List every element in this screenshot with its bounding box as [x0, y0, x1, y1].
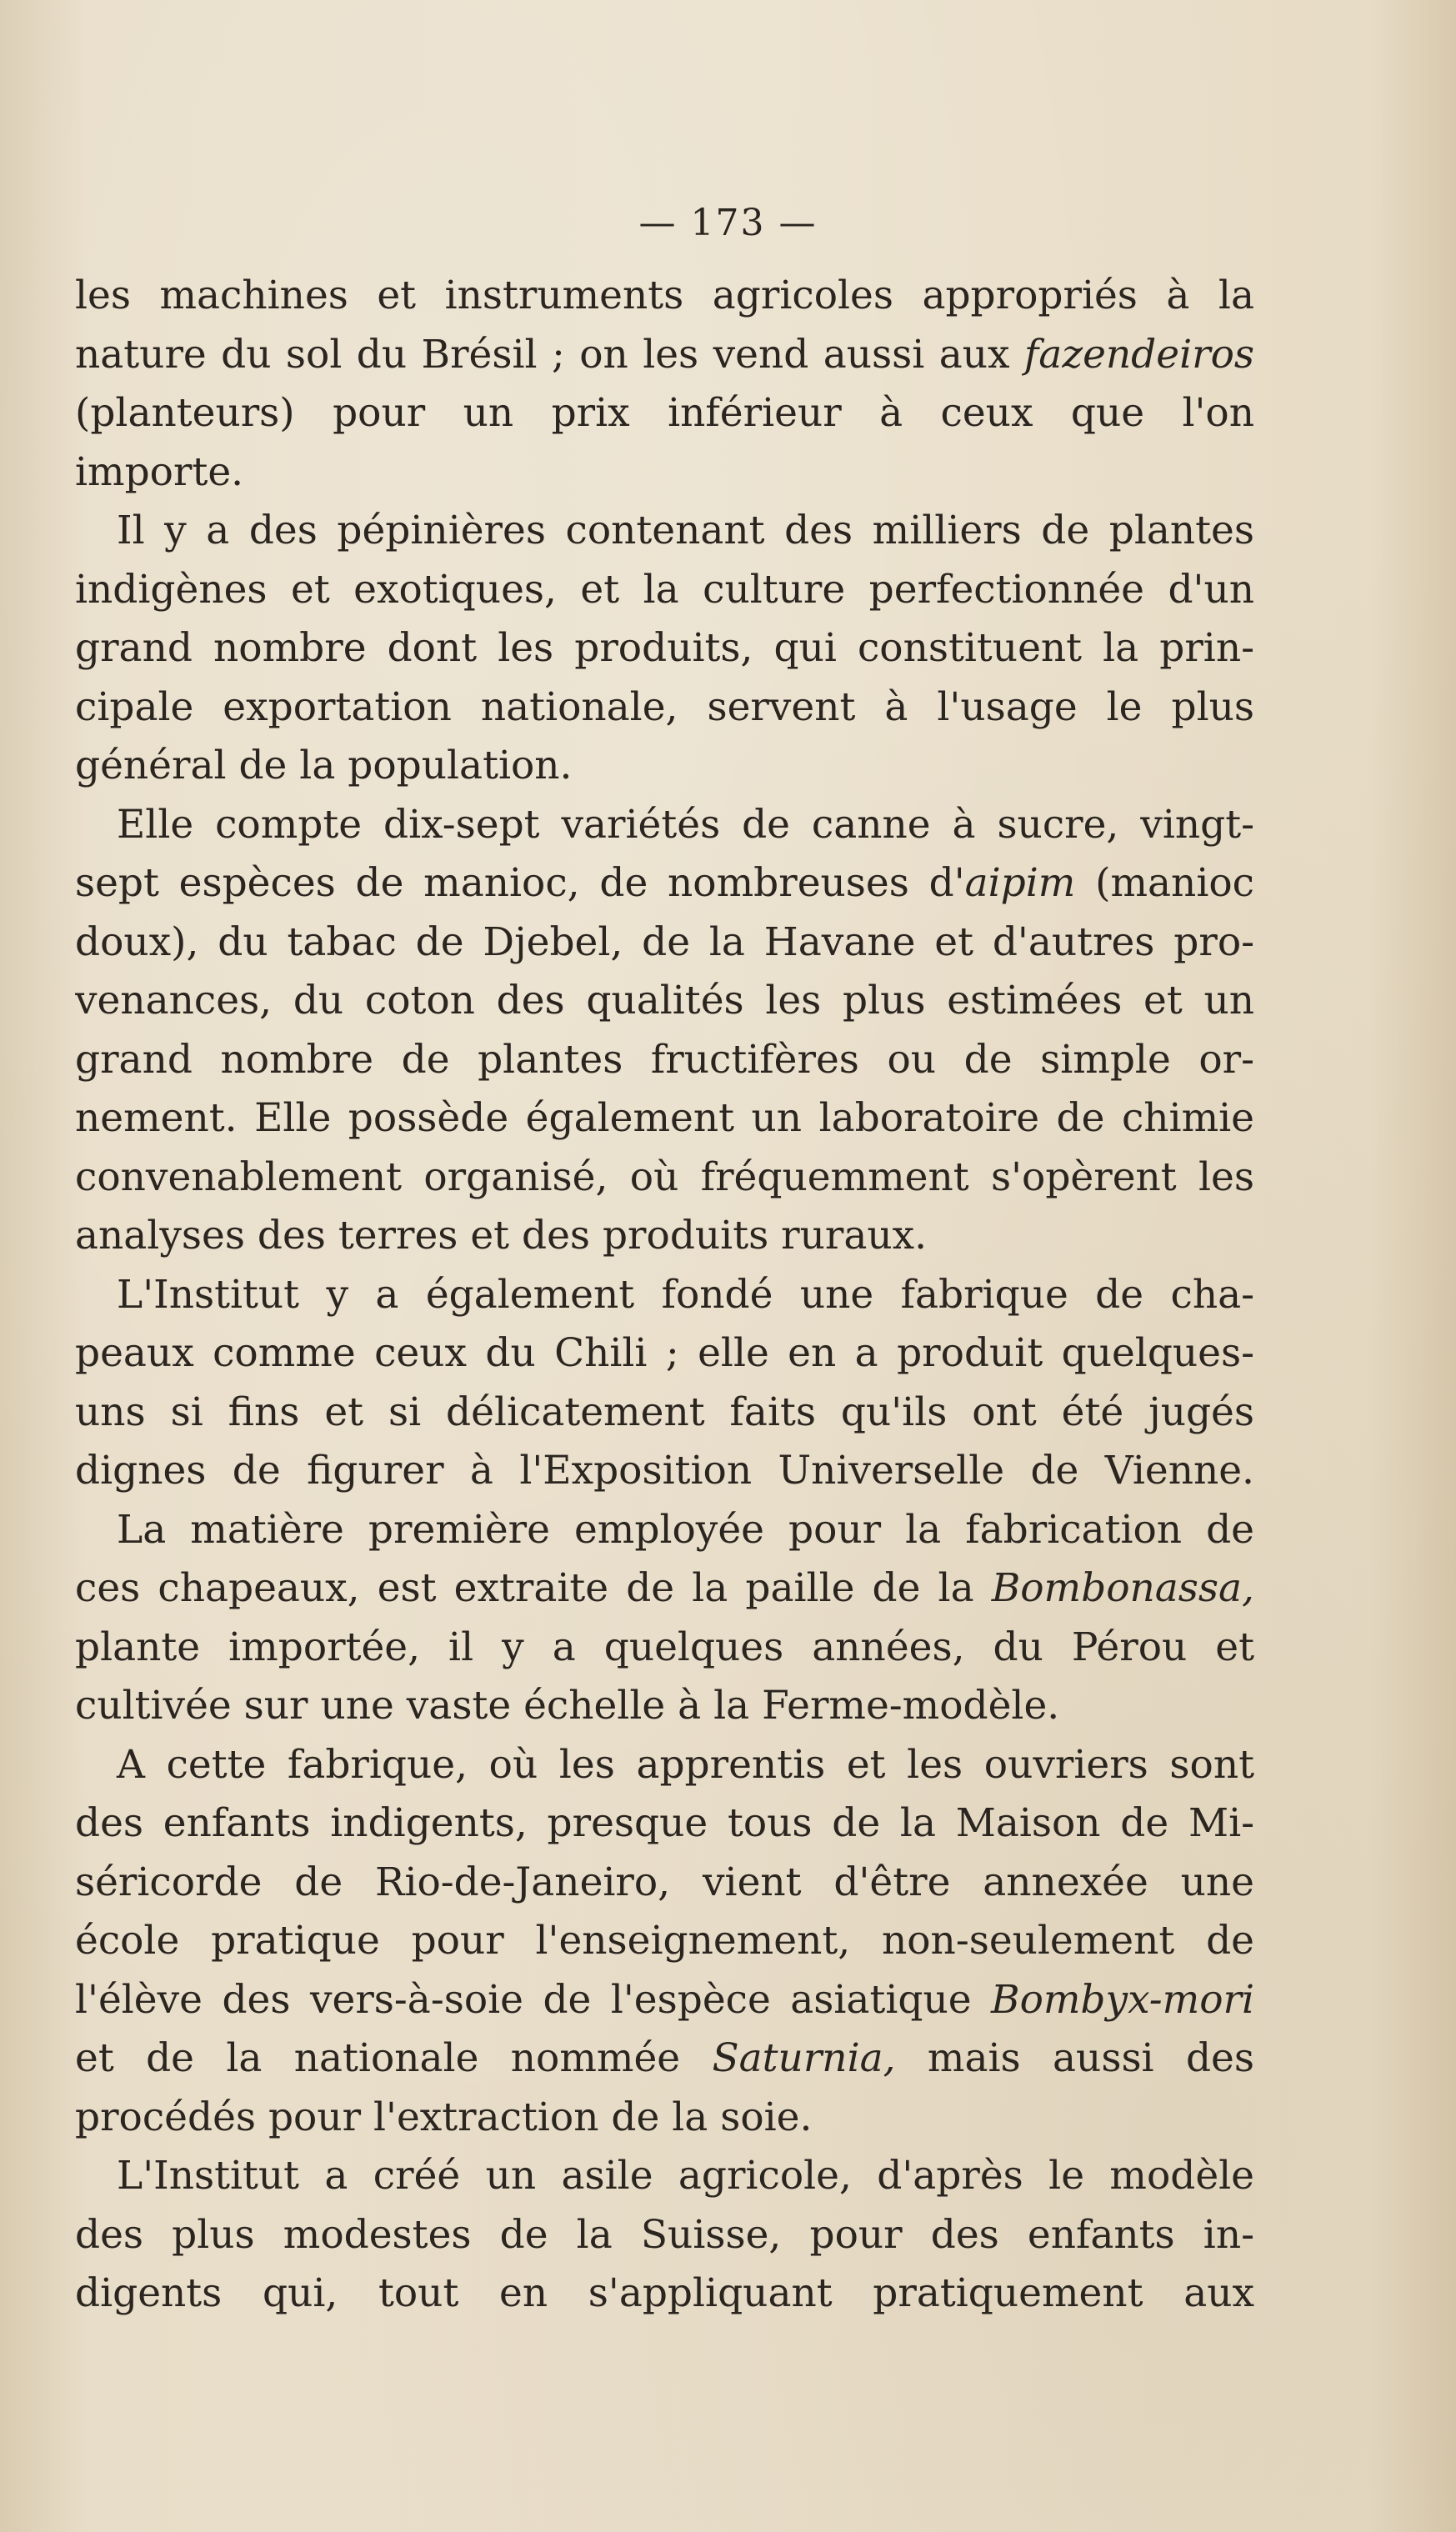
text-line: général de la population. [75, 743, 573, 788]
text-line: des enfants indigents, presque tous de la Maison de Mi- [75, 1800, 1254, 1846]
page-number: — 173 — [638, 202, 818, 244]
text-line: école pratique pour l'enseignement, non-seulement de [75, 1918, 1254, 1964]
text-line: grand nombre dont les produits, qui constituent la prin- [75, 625, 1254, 671]
text-line: peaux comme ceux du Chili ; elle en a produit quelques- [75, 1330, 1254, 1376]
text-line: les machines et instruments agricoles appropriés à la [75, 273, 1254, 318]
text-line: digents qui, tout en s'appliquant pratiquement aux [75, 2270, 1254, 2316]
text-line: ces chapeaux, est extraite de la paille de la Bombonassa, [75, 1565, 1254, 1611]
text-line: cipale exportation nationale, servent à l'usage le plus [75, 683, 1254, 730]
text-line: Il y a des pépinières contenant des milliers de plantes [117, 508, 1254, 553]
text-line: convenablement organisé, où fréquemment s'opèrent les [75, 1153, 1254, 1200]
text-line: (planteurs) pour un prix inférieur à ceux que l'on [75, 390, 1254, 436]
text-line: importe. [75, 448, 244, 495]
text-line: nement. Elle possède également un laboratoire de chimie [75, 1095, 1254, 1141]
body-text [75, 267, 1254, 2324]
text-line: analyses des terres et des produits ruraux. [75, 1213, 928, 1258]
text-line: La matière première employée pour la fabrication de [117, 1506, 1254, 1553]
text-line: indigènes et exotiques, et la culture perfectionnée d'un [75, 566, 1254, 613]
text-line: venances, du coton des qualités les plus estimées et un [75, 978, 1254, 1023]
text-line: l'élève des vers-à-soie de l'espèce asiatique Bombyx-mori [75, 1976, 1254, 2023]
text-line: L'Institut y a également fondé une fabrique de cha- [117, 1271, 1254, 1318]
text-line: procédés pour l'extraction de la soie. [75, 2094, 813, 2140]
text-line: des plus modestes de la Suisse, pour des enfants in- [75, 2211, 1254, 2258]
text-line: Elle compte dix-sept variétés de canne à sucre, vingt- [117, 801, 1254, 848]
text-line: nature du sol du Brésil ; on les vend aussi aux fazendeiros [75, 331, 1254, 378]
text-line: cultivée sur une vaste échelle à la Ferme-modèle. [75, 1683, 1060, 1729]
text-line: grand nombre de plantes fructifères ou de simple or- [75, 1036, 1254, 1083]
text-line: séricorde de Rio-de-Janeiro, vient d'être annexée une [75, 1859, 1254, 1905]
text-line: L'Institut a créé un asile agricole, d'après le modèle [117, 2153, 1254, 2199]
text-line: uns si fins et si délicatement faits qu'ils ont été jugés [75, 1389, 1254, 1435]
text-line: A cette fabrique, où les apprentis et les ouvriers sont [117, 1741, 1254, 1788]
text-line: et de la nationale nommée Saturnia, mais aussi des [75, 2035, 1254, 2081]
text-line: dignes de figurer à l'Exposition Universelle de Vienne. [75, 1448, 1254, 1494]
text-line: doux), du tabac de Djebel, de la Havane et d'autres pro- [75, 918, 1254, 965]
text-line: sept espèces de manioc, de nombreuses d'aipim (manioc [75, 860, 1254, 906]
text-line: plante importée, il y a quelques années, du Pérou et [75, 1624, 1254, 1670]
